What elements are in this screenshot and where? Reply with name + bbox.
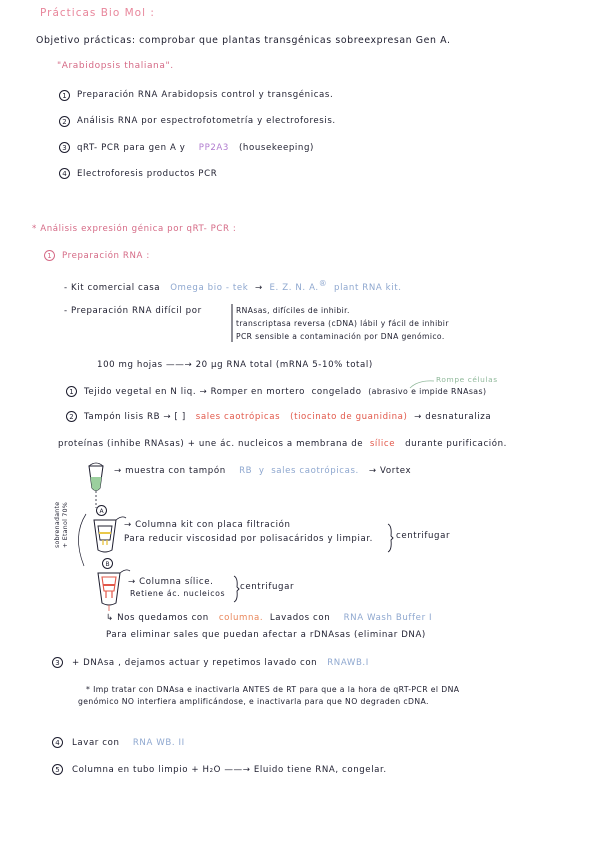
wash-text-a: ↳ Nos quedamos con <box>106 613 209 623</box>
kit-line <box>64 280 402 292</box>
housekeeping-gene: PP2A3 <box>198 143 229 153</box>
kit-name: E. Z. N. A. <box>269 282 319 293</box>
proteins-text-a: proteínas (inhibe RNAsas) + une ác. nucleicos a membrana de <box>58 439 364 449</box>
step-number: 2 <box>66 411 77 422</box>
label-a: A <box>96 505 107 516</box>
proteins-line <box>58 440 507 449</box>
guanidine: (tiocinato de guanidina) <box>290 412 408 422</box>
proc-text-a: Tejido vegetal en N liq. → Romper en mortero <box>84 387 305 397</box>
yield-line: 100 mg hojas ——→ 20 µg RNA total (mRNA 5-10% total) <box>97 360 373 370</box>
step4-line <box>72 739 185 748</box>
chaotropic-salts: sales caotrópicas <box>195 412 281 422</box>
label-b: B <box>102 558 113 569</box>
section-title: * Análisis expresión génica por qRT- PCR : <box>32 224 237 234</box>
step-number: 1 <box>66 386 77 397</box>
step3-line <box>72 659 369 668</box>
column1-line: → Columna kit con placa filtración <box>124 520 291 530</box>
wash-text-c: Lavados con <box>269 613 331 623</box>
step-number: 4 <box>59 168 70 179</box>
column2-line: → Columna sílice. <box>128 577 214 587</box>
proc-line <box>84 388 486 397</box>
brace <box>386 524 394 552</box>
wash-buffer-short: RNAWB.I <box>327 658 369 668</box>
difficulty-reason: RNAsas, difíciles de inhibir. <box>236 306 350 315</box>
step3-text-a: + DNAsa , dejamos actuar y repetimos lavado con <box>72 658 318 668</box>
annotation-note: Rompe células <box>436 375 498 384</box>
column-word: columna. <box>218 613 264 623</box>
silica: sílice <box>369 439 396 449</box>
proc-text-d: → desnaturaliza <box>414 412 492 422</box>
sample-text-c: y <box>258 466 265 476</box>
step-number: 4 <box>52 737 63 748</box>
chaotropic-salts: sales caotrópicas. <box>271 466 359 476</box>
difficulty-reason: PCR sensible a contaminación por DNA genómico. <box>236 332 445 341</box>
step-text: Análisis RNA por espectrofotometría y electroforesis. <box>77 116 336 126</box>
tube-sample-icon <box>86 460 110 494</box>
difficult-prefix: - Preparación RNA difícil por <box>64 306 202 316</box>
important-line: * Imp tratar con DNAsa e inactivarla ANTES de RT para que a la hora de qRT-PCR el DNA <box>86 685 460 694</box>
column1-line: Para reducir viscosidad por polisacáridos y limpiar. <box>124 534 374 544</box>
kit-prefix: - Kit comercial casa <box>64 282 161 293</box>
kit-brand: Omega bio - tek <box>170 282 249 293</box>
step-number: 3 <box>59 142 70 153</box>
brace <box>232 576 240 602</box>
centrifuge-label: centrifugar <box>396 531 451 541</box>
step-text <box>77 144 314 153</box>
proc-text-b: congelado <box>311 387 362 397</box>
difficulty-reason: transcriptasa reversa (cDNA) lábil y fácil de inhibir <box>236 319 449 328</box>
step-number: 3 <box>52 657 63 668</box>
step-text-c: (housekeeping) <box>238 143 314 153</box>
subsection-title: Preparación RNA : <box>62 251 150 261</box>
arrow-icon: → <box>255 282 263 293</box>
wash-buffer: RNA Wash Buffer I <box>343 613 433 623</box>
sample-line <box>114 467 411 476</box>
vortex: → Vortex <box>368 466 412 476</box>
step-text: Electroforesis productos PCR <box>77 169 218 179</box>
important-line: genómico NO interfiera amplificándose, e inactivarla para que NO degraden cDNA. <box>78 697 429 706</box>
buffer-rb: RB <box>239 466 253 476</box>
side-label-2: + Etanol 70% <box>62 501 69 548</box>
side-label-1: sobrenadante <box>54 501 61 548</box>
step-text: Preparación RNA Arabidopsis control y transgénicas. <box>77 90 334 100</box>
step-number: 2 <box>59 116 70 127</box>
column-silica-icon <box>94 565 134 611</box>
step5-line: Columna en tubo limpio + H₂O ——→ Eluido tiene RNA, congelar. <box>72 765 387 775</box>
registered-icon: ® <box>318 279 328 288</box>
species-name: "Arabidopsis thaliana". <box>57 61 174 71</box>
column2-line: Retiene ác. nucleicos <box>130 589 226 598</box>
centrifuge-label: centrifugar <box>240 582 295 592</box>
wash-line-2: Para eliminar sales que puedan afectar a rDNAsas (eliminar DNA) <box>106 630 426 640</box>
kit-name-rest: plant RNA kit. <box>334 282 402 293</box>
step-text-a: qRT- PCR para gen A y <box>77 143 186 153</box>
proc-text-c: (abrasivo e impide RNAsas) <box>368 387 487 396</box>
proteins-text-c: durante purificación. <box>405 439 508 449</box>
bracket-line <box>230 304 234 344</box>
step4-text-a: Lavar con <box>72 738 120 748</box>
page-title: Prácticas Bio Mol : <box>40 7 155 19</box>
sample-text-a: → muestra con tampón <box>114 466 226 476</box>
proc-text-a: Tampón lisis RB → [ ] <box>84 412 186 422</box>
side-arrow <box>68 510 88 570</box>
proc-line <box>84 413 491 422</box>
step-number: 1 <box>59 90 70 101</box>
step-number: 1 <box>44 250 55 261</box>
wash-buffer-2: RNA WB. II <box>132 738 185 748</box>
objective-line: Objetivo prácticas: comprobar que plantas transgénicas sobreexpresan Gen A. <box>36 35 451 46</box>
step-number: 5 <box>52 764 63 775</box>
wash-line <box>106 614 432 623</box>
